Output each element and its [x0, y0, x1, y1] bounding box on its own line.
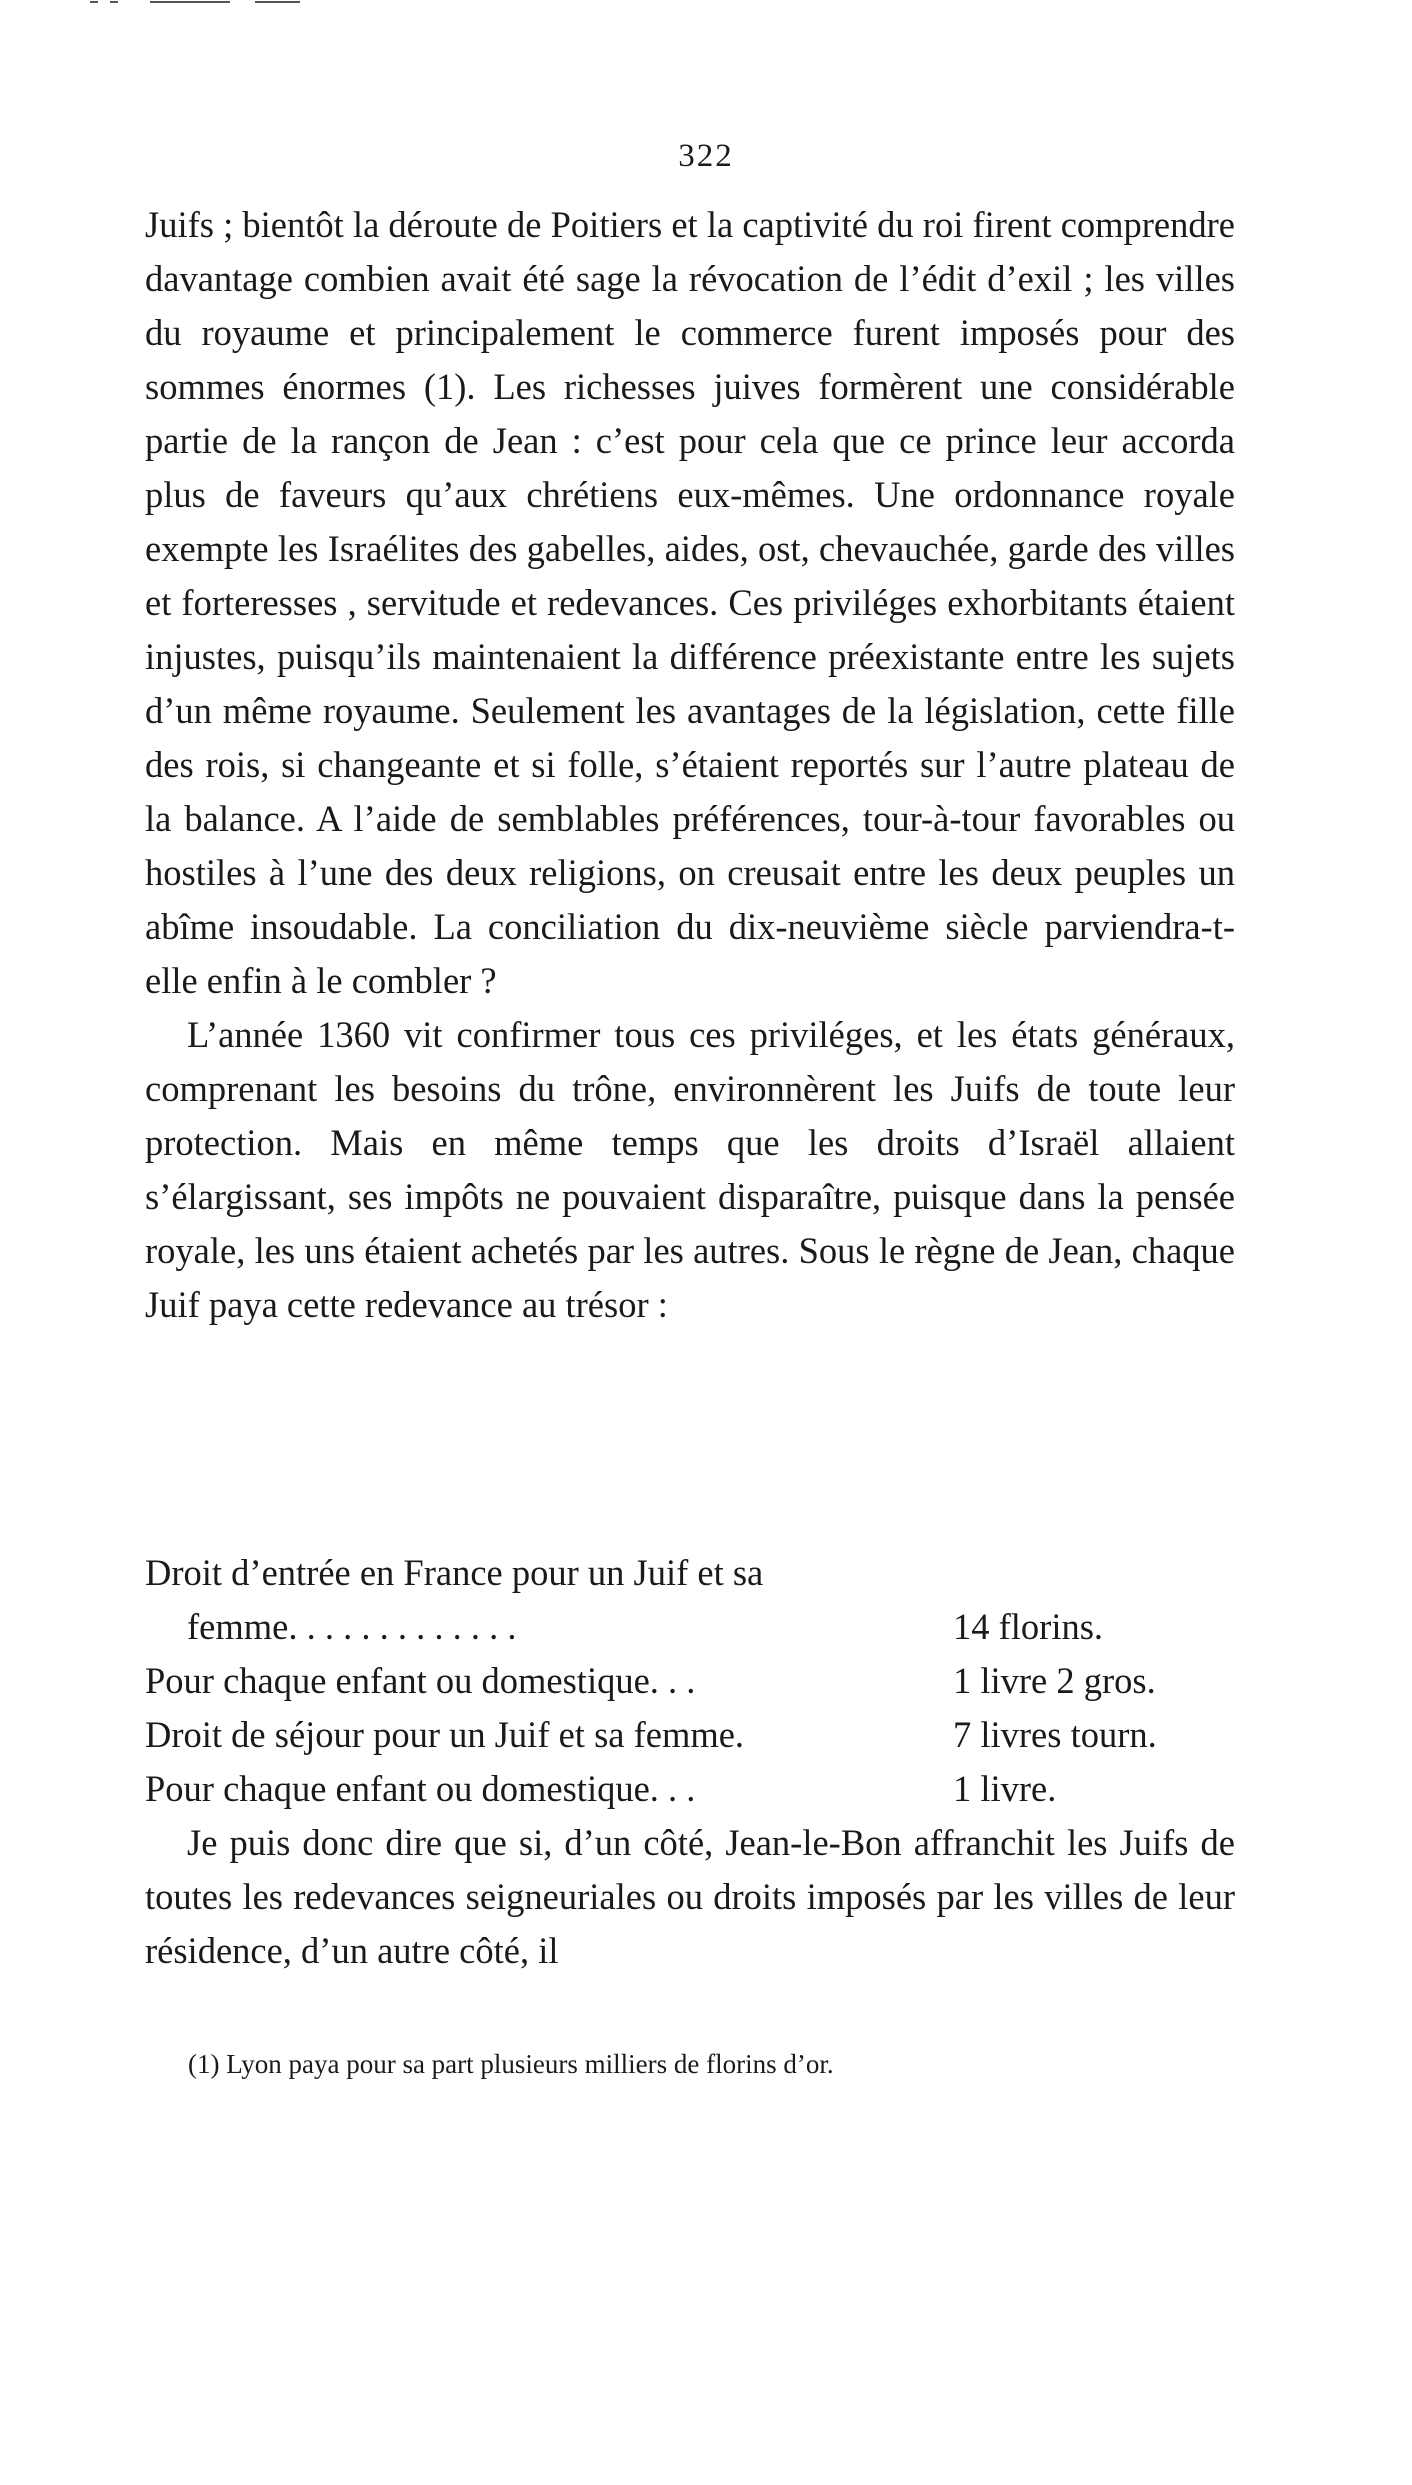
fee-label-entry-line1: Droit d’entrée en France pour un Juif et sa	[145, 1552, 764, 1593]
fee-amount: 1 livre 2 gros.	[953, 1660, 1156, 1701]
top-rule-2	[110, 1, 118, 3]
top-rules	[90, 0, 390, 4]
fee-row	[145, 1600, 1235, 1654]
fee-table	[145, 1546, 1235, 1816]
closing-paragraph: Je puis donc dire que si, d’un côté, Jean-le-Bon affranchit les Juifs de toutes les redevances seigneuriales ou droits imposés par les villes de leur résidence, d’un autre côté, il	[145, 1822, 1235, 1971]
footnote: (1) Lyon paya pour sa part plusieurs milliers de florins d’or.	[188, 2049, 834, 2079]
top-rule-3	[150, 1, 230, 3]
fee-label: Droit de séjour pour un Juif et sa femme.	[145, 1714, 745, 1755]
fee-amount: 14 florins.	[953, 1606, 1104, 1647]
fee-amount: 1 livre.	[953, 1768, 1057, 1809]
fee-row	[145, 1654, 1235, 1708]
fee-label: Pour chaque enfant ou domestique. . .	[145, 1660, 696, 1701]
top-rule-1	[90, 1, 98, 3]
paragraph-1: Juifs ; bientôt la déroute de Poitiers et la captivité du roi firent comprendre davantage combien avait été sage la révocation de l’édit d’exil ; les villes du royaume et principalement le commerce furent imposés pour des sommes énormes (1). Les richesses juives formèrent une considérable partie de la rançon de Jean : c’est pour cela que ce prince leur accorda plus de faveurs qu’aux chrétiens eux-mêmes. Une ordonnance royale exempte les Israélites des gabelles, aides, ost, chevauchée, garde des villes et forteresses , servitude et redevances. Ces priviléges exhorbitants étaient injustes, puisqu’ils maintenaient la différence préexistante entre les sujets d’un même royaume. Seulement les avantages de la législation, cette fille des rois, si changeante et si folle, s’étaient reportés sur l’autre plateau de la balance. A l’aide de semblables préférences, tour-à-tour favorables ou hostiles à l’une des deux religions, on creusait entre les deux peuples un abîme insoudable. La conciliation du dix-neuvième siècle parviendra-t-elle enfin à le combler ?	[145, 204, 1235, 1001]
body-text	[145, 198, 1235, 1332]
fee-label: femme. . . . . . . . . . . . .	[187, 1606, 517, 1647]
top-rule-4	[255, 1, 300, 3]
paragraph-2: L’année 1360 vit confirmer tous ces priviléges, et les états généraux, comprenant les besoins du trône, environnèrent les Juifs de toute leur protection. Mais en même temps que les droits d’Israël allaient s’élargissant, ses impôts ne pouvaient disparaître, puisque dans la pensée royale, les uns étaient achetés par les autres. Sous le règne de Jean, chaque Juif paya cette redevance au trésor :	[145, 1014, 1235, 1325]
page-number: 322	[678, 138, 734, 174]
fee-amount: 7 livres tourn.	[953, 1714, 1157, 1755]
fee-label: Pour chaque enfant ou domestique. . .	[145, 1768, 696, 1809]
fee-row	[145, 1708, 1235, 1762]
fee-row-header	[145, 1546, 1235, 1600]
fee-row	[145, 1762, 1235, 1816]
